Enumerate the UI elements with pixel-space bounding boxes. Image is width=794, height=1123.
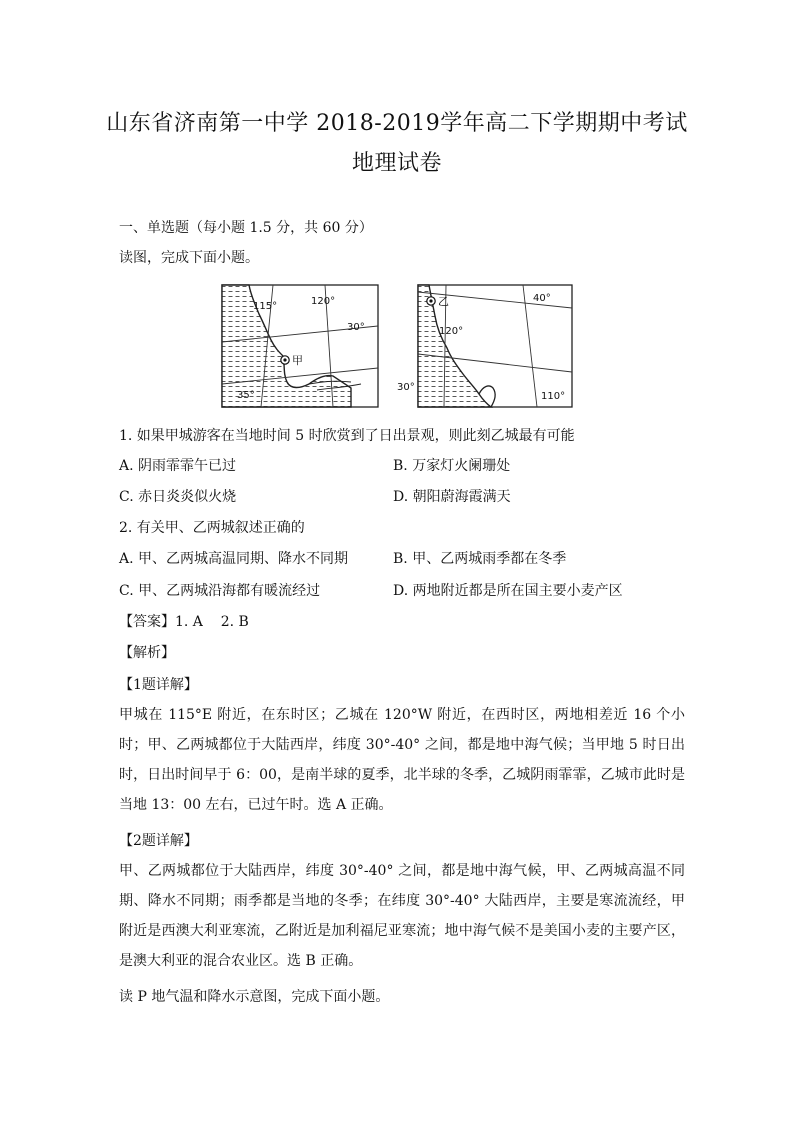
question-2-stem: 2. 有关甲、乙两城叙述正确的: [119, 520, 305, 536]
section-instruction: 读图，完成下面小题。: [119, 250, 259, 266]
map-left-lon2-label: 120°: [311, 296, 336, 307]
question-1-option-c: C. 赤日炎炎似火烧: [119, 489, 237, 505]
question-2-option-a: A. 甲、乙两城高温同期、降水不同期: [119, 551, 349, 567]
map-right: [397, 285, 572, 407]
page-title: 山东省济南第一中学 2018-2019学年高二下学期期中考试: [106, 111, 688, 136]
question-2-option-c: C. 甲、乙两城沿海都有暖流经过: [119, 583, 321, 599]
q2-detail-heading: 【2题详解】: [119, 833, 198, 849]
q1-detail-text: 甲城在 115°E 附近，在东时区；乙城在 120°W 附近，在西时区，两地相差近 16 个小时；甲、乙两城都位于大陆西岸，纬度 30°-40° 之间，都是地中海气候；当甲地 5 时日出时，日出时间早于 6：00，是南半球的夏季，北半球的冬季，乙城阴雨霏霏，乙城市此时是当地 13：00 左右，已过午时。选 A 正确。: [119, 707, 685, 813]
question-1-option-b: B. 万家灯火阑珊处: [393, 458, 511, 474]
section-heading: 一、单选题（每小题 1.5 分，共 60 分）: [119, 220, 373, 236]
map-right-lat2-label: 30°: [397, 382, 415, 393]
map-right-lon1-label: 120°: [439, 326, 464, 337]
question-2-option-b: B. 甲、乙两城雨季都在冬季: [393, 551, 567, 567]
q2-detail-text: 甲、乙两城都位于大陆西岸，纬度 30°-40° 之间，都是地中海气候，甲、乙两城高温不同期、降水不同期；雨季都是当地的冬季；在纬度 30°-40° 大陆西岸，主要是寒流流经，甲附近是西澳大利亚寒流，乙附近是加利福尼亚寒流；地中海气候不是美国小麦的主要产区，是澳大利亚的混合农业区。选 B 正确。: [119, 863, 685, 969]
map-right-lat1-label: 40°: [533, 293, 551, 304]
map-right-lon2-label: 110°: [541, 391, 566, 402]
question-1-stem: 1. 如果甲城游客在当地时间 5 时欣赏到了日出景观，则此刻乙城最有可能: [119, 428, 575, 444]
q1-detail-heading: 【1题详解】: [119, 677, 198, 693]
question-1-option-d: D. 朝阳蔚海霞满天: [393, 489, 511, 505]
next-instruction: 读 P 地气温和降水示意图，完成下面小题。: [119, 989, 390, 1005]
map-left-lat2-label: 35°: [237, 390, 255, 401]
map-left-lon1-label: 115°: [253, 301, 278, 312]
page-subtitle: 地理试卷: [351, 151, 442, 176]
map-left-lat1-label: 30°: [347, 322, 365, 333]
analysis-heading: 【解析】: [119, 645, 175, 661]
map-left: [222, 285, 378, 407]
map-right-city-label: 乙: [438, 295, 449, 308]
question-1-option-a: A. 阴雨霏霏午已过: [119, 458, 237, 474]
question-2-option-d: D. 两地附近都是所在国主要小麦产区: [393, 583, 623, 599]
answer-line: 【答案】1. A 2. B: [119, 614, 249, 630]
map-left-city-label: 甲: [292, 354, 303, 367]
map-figures: [221, 284, 573, 410]
